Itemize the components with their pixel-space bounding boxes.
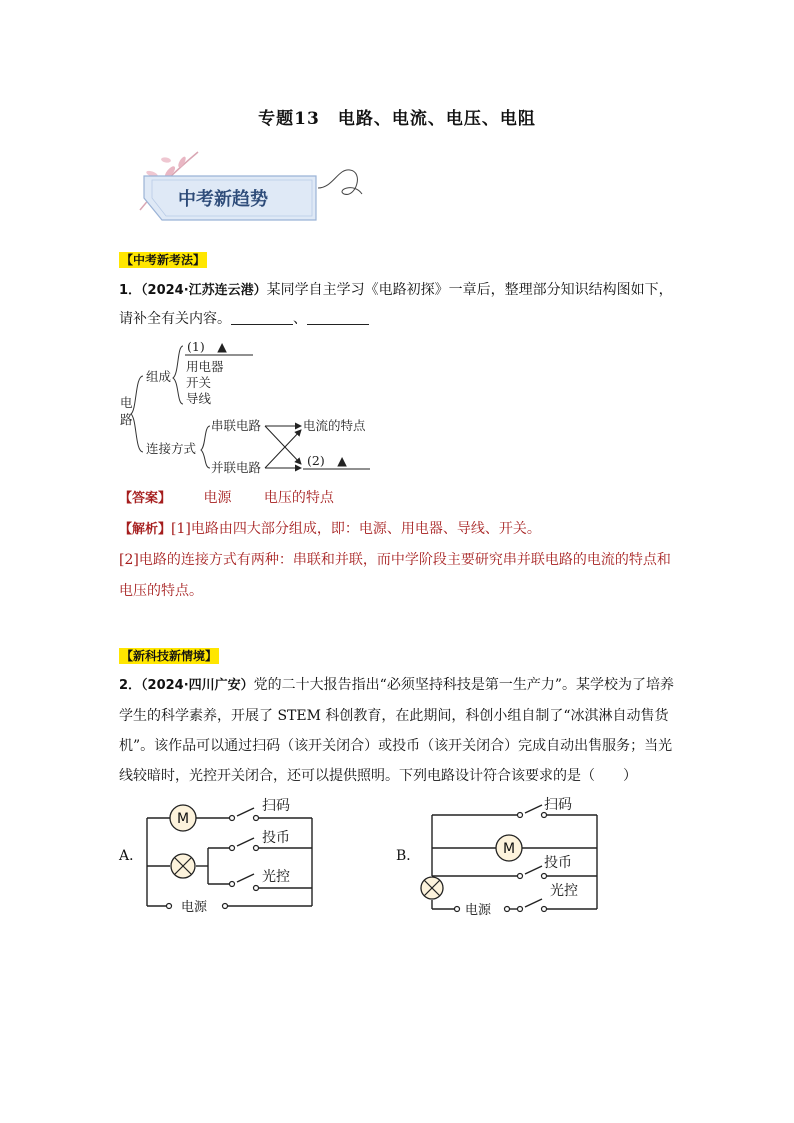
option-label: A． (119, 848, 144, 864)
diagram-branch-connection: 连接方式 (146, 441, 197, 456)
svg-text:M: M (502, 841, 516, 857)
diagram-item: 导线 (186, 391, 212, 406)
switch-light-label: 光控 (262, 869, 290, 885)
circuit-option-b[interactable] (392, 793, 607, 921)
svg-text:M: M (176, 811, 190, 827)
diagram-item: 开关 (186, 375, 212, 390)
diagram-type-parallel: 并联电路 (211, 460, 262, 475)
lamp-icon (171, 854, 195, 878)
analysis-block: 【解析】[1]电路由四大部分组成，即：电源、用电器、导线、开关。 [2]电路的连接方式有两种：串联和并联，而中学阶段主要研究串并联电路的电流的特点和 电压的特点。 (119, 521, 671, 599)
question-number: 1． (119, 283, 142, 298)
answer-label: 【答案】 (119, 491, 172, 506)
circuit-option-a[interactable] (112, 796, 327, 916)
lamp-icon (421, 877, 443, 899)
motor-icon (496, 835, 522, 861)
switch-scan-label: 扫码 (544, 797, 572, 813)
switch-coin-label: 投币 (544, 855, 572, 871)
question-text: 请补全有关内容。 (119, 311, 231, 327)
switch-coin-label: 投币 (262, 830, 290, 846)
question-2: 2．（2024·四川广安）党的二十大报告指出“必须坚持科技是第一生产力”。某学校为了培养 学生的科学素养，开展了 STEM 科创教育，在此期间，科创小组自制了“冰淇淋自动售货 机”。该作品可以通过扫码（该开关闭合）或投币（该开关闭合）完成自动出售服务；当光 线较暗时，光控开关闭合，还可以提供照明。下列电路设计符合该要求的是（ ） (119, 677, 674, 784)
diagram-root-top: 电 (120, 395, 133, 410)
option-label: B． (396, 848, 421, 864)
diagram-outcome-blank: (2) ▲ (307, 453, 347, 468)
diagram-root-bottom: 路 (120, 412, 133, 427)
answer-value: 电压的特点 (263, 490, 334, 506)
answer-value: 电源 (203, 490, 232, 506)
power-source-label: 电源 (181, 900, 208, 915)
section-banner (118, 148, 368, 226)
question-1: 1．（2024·江苏连云港）某同学自主学习《电路初探》一章后，整理部分知识结构图如下， 请补全有关内容。 、 (119, 282, 673, 327)
diagram-item: 用电器 (186, 359, 224, 374)
answer-block (119, 484, 679, 513)
knowledge-structure-diagram (115, 334, 385, 484)
question-source: （2024·四川广安） (141, 678, 254, 693)
analysis-label: 【解析】 (119, 522, 172, 537)
banner-text: 中考新趋势 (178, 189, 268, 210)
section-tag: 【新科技新情境】 (121, 649, 218, 663)
motor-icon (170, 805, 196, 831)
diagram-type-series: 串联电路 (211, 418, 262, 433)
answer-blank[interactable] (307, 310, 369, 325)
question-number: 2． (119, 678, 142, 693)
diagram-branch-composition: 组成 (146, 369, 172, 384)
switch-scan-label: 扫码 (262, 798, 290, 814)
page-title: 专题13 电路、电流、电压、电阻 (258, 109, 536, 129)
power-source-label: 电源 (465, 903, 492, 918)
diagram-item-blank: (1) ▲ (187, 339, 227, 354)
section-tag: 【中考新考法】 (121, 253, 206, 267)
answer-blank[interactable] (231, 310, 293, 325)
squiggle-icon (318, 170, 362, 195)
diagram-outcome-current: 电流的特点 (303, 418, 366, 433)
question-text: 某同学自主学习《电路初探》一章后，整理部分知识结构图如下， (266, 282, 673, 298)
switch-light-label: 光控 (550, 883, 578, 899)
question-source: （2024·江苏连云港） (141, 283, 267, 298)
